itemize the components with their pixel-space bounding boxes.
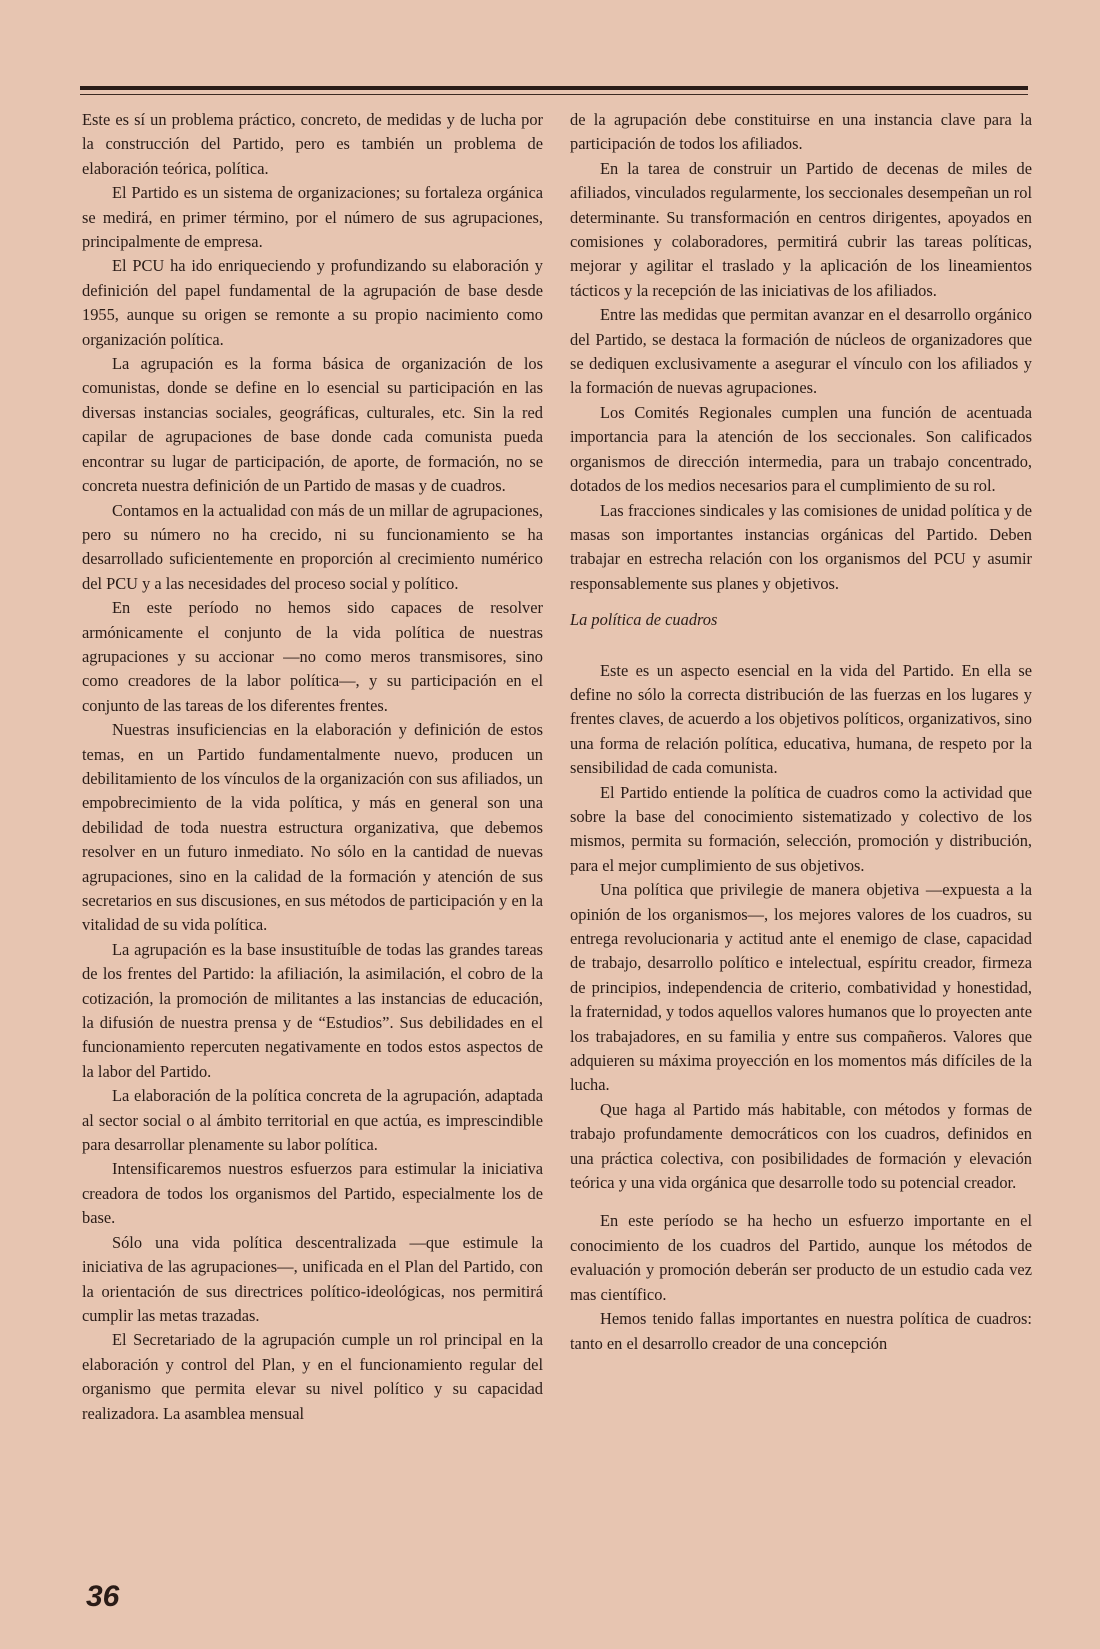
paragraph: La agrupación es la base insustituíble de todas las grandes tareas de los frentes del Partido: la afiliación, la asimilación, el cobro de la cotización, la promoción de militantes a las instancias de educación, la difusión de nuestra prensa y de “Estudios”. Sus debilidades en el funcionamiento repercuten negativamente en todos estos aspectos de la labor del Partido. [82, 939, 543, 1081]
paragraph: de la agrupación debe constituirse en una instancia clave para la participación de todos los afiliados. [570, 110, 1032, 154]
paragraph: Contamos en la actualidad con más de un millar de agrupaciones, pero su número no ha crecido, ni su funcionamiento se ha desarrollado suficientemente en proporción al crecimiento numérico del PCU y a las necesidades del proceso social y político. [82, 500, 543, 593]
paragraph: Sólo una vida política descentralizada —que estimule la iniciativa de las agrupaciones—, unificada en el Plan del Partido, con la orientación de sus directrices político-ideológicas, nos permitirá cumplir las metas trazadas. [82, 1232, 543, 1325]
right-column [570, 108, 1032, 1356]
paragraph: Intensificaremos nuestros esfuerzos para estimular la iniciativa creadora de todos los organismos del Partido, especialmente los de base. [82, 1159, 543, 1228]
paragraph: El PCU ha ido enriqueciendo y profundizando su elaboración y definición del papel fundamental de la agrupación de base desde 1955, aunque su origen se remonte a su propio nacimiento como organización política. [82, 256, 543, 349]
paragraph: La elaboración de la política concreta de la agrupación, adaptada al sector social o al ámbito territorial en que actúa, es imprescindible para desarrollar plenamente su labor política. [82, 1086, 543, 1155]
left-column [82, 108, 543, 1426]
paragraph: El Partido entiende la política de cuadros como la actividad que sobre la base del conocimiento sistematizado y colectivo de los mismos, permita su formación, selección, promoción y distribución, para el mejor cumplimiento de sus objetivos. [570, 782, 1032, 875]
paragraph: Una política que privilegie de manera objetiva —expuesta a la opinión de los organismos—, los mejores valores de los cuadros, su entrega revolucionaria y actitud ante el enemigo de clase, capacidad de trabajo, desarrollo político e intelectual, espíritu creador, firmeza de principios, independencia de criterio, combatividad y honestidad, la fraternidad, y todos aquellos valores humanos que lo proyecten ante los trabajadores, en su familia y entre sus compañeros. Valores que adquieren su máxima proyección en los momentos más difíciles de la lucha. [570, 880, 1032, 1095]
paragraph: El Partido es un sistema de organizaciones; su fortaleza orgánica se medirá, en primer término, por el número de sus agrupaciones, principalmente de empresa. [82, 183, 543, 252]
paragraph: Nuestras insuficiencias en la elaboración y definición de estos temas, en un Partido fundamentalmente nuevo, producen un debilitamiento de los vínculos de la organización con sus afiliados, un empobrecimiento de la vida política, y más en general son una debilidad de toda nuestra estructura organizativa, que debemos resolver en un futuro inmediato. No sólo en la cantidad de nuevas agrupaciones, sino en la calidad de la formación y atención de sus secretarios en sus discusiones, en sus métodos de participación y en la vitalidad de su vida política. [82, 720, 543, 935]
top-rule-thin [80, 94, 1028, 95]
paragraph: En la tarea de construir un Partido de decenas de miles de afiliados, vinculados regularmente, los seccionales desempeñan un rol determinante. Su transformación en centros dirigentes, apoyados en comisiones y colaboradores, permitirá cubrir las tareas políticas, mejorar y agilitar el traslado y la aplicación de los lineamientos tácticos y la recepción de las iniciativas de los afiliados. [570, 158, 1032, 300]
paragraph: Hemos tenido fallas importantes en nuestra política de cuadros: tanto en el desarrollo creador de una concepción [570, 1309, 1032, 1353]
section-heading: La política de cuadros [570, 610, 718, 630]
page-number: 36 [86, 1580, 120, 1613]
paragraph: La agrupación es la forma básica de organización de los comunistas, donde se define en lo esencial su participación en las diversas instancias sociales, geográficas, culturales, etc. Sin la red capilar de agrupaciones de base donde cada comunista pueda encontrar su lugar de participación, de aporte, de formación, no se concreta nuestra definición de un Partido de masas y de cuadros. [82, 354, 543, 496]
paragraph: Los Comités Regionales cumplen una función de acentuada importancia para la atención de los seccionales. Son calificados organismos de dirección intermedia, para un trabajo concentrado, dotados de los medios necesarios para el cumplimiento de su rol. [570, 402, 1032, 496]
paragraph: En este período no hemos sido capaces de resolver armónicamente el conjunto de la vida política de nuestras agrupaciones y su accionar —no como meros transmisores, sino como creadores de la labor política—, y su participación en el conjunto de las tareas de los diferentes frentes. [82, 598, 543, 715]
paragraph: Entre las medidas que permitan avanzar en el desarrollo orgánico del Partido, se destaca la formación de núcleos de organizadores que se dediquen exclusivamente a asegurar el vínculo con los afiliados y la formación de nuevas agrupaciones. [570, 305, 1032, 398]
paragraph: Que haga al Partido más habitable, con métodos y formas de trabajo profundamente democráticos con los cuadros, definidos en una práctica colectiva, con posibilidades de formación y elevación teórica y una vida orgánica que desarrolle todo su potencial creador. [570, 1099, 1032, 1193]
paragraph: Las fracciones sindicales y las comisiones de unidad política y de masas son importantes instancias orgánicas del Partido. Deben trabajar en estrecha relación con los organismos del PCU y asumir responsablemente sus planes y objetivos. [570, 500, 1032, 593]
paragraph: En este período se ha hecho un esfuerzo importante en el conocimiento de los cuadros del Partido, aunque los métodos de evaluación y promoción deberán ser producto de un estudio cada vez mas científico. [570, 1211, 1032, 1304]
paragraph: Este es sí un problema práctico, concreto, de medidas y de lucha por la construcción del Partido, pero es también un problema de elaboración teórica, política. [82, 110, 543, 178]
top-rule-thick [80, 86, 1028, 90]
paragraph: El Secretariado de la agrupación cumple un rol principal en la elaboración y control del Plan, y en el funcionamiento regular del organismo que permita elevar su nivel político y su capacidad realizadora. La asamblea mensual [82, 1330, 543, 1423]
paragraph: Este es un aspecto esencial en la vida del Partido. En ella se define no sólo la correcta distribución de las fuerzas en los lugares y frentes claves, de acuerdo a los objetivos políticos, organizativos, sino una forma de relación política, educativa, humana, de respeto por la sensibilidad de cada comunista. [570, 660, 1032, 778]
